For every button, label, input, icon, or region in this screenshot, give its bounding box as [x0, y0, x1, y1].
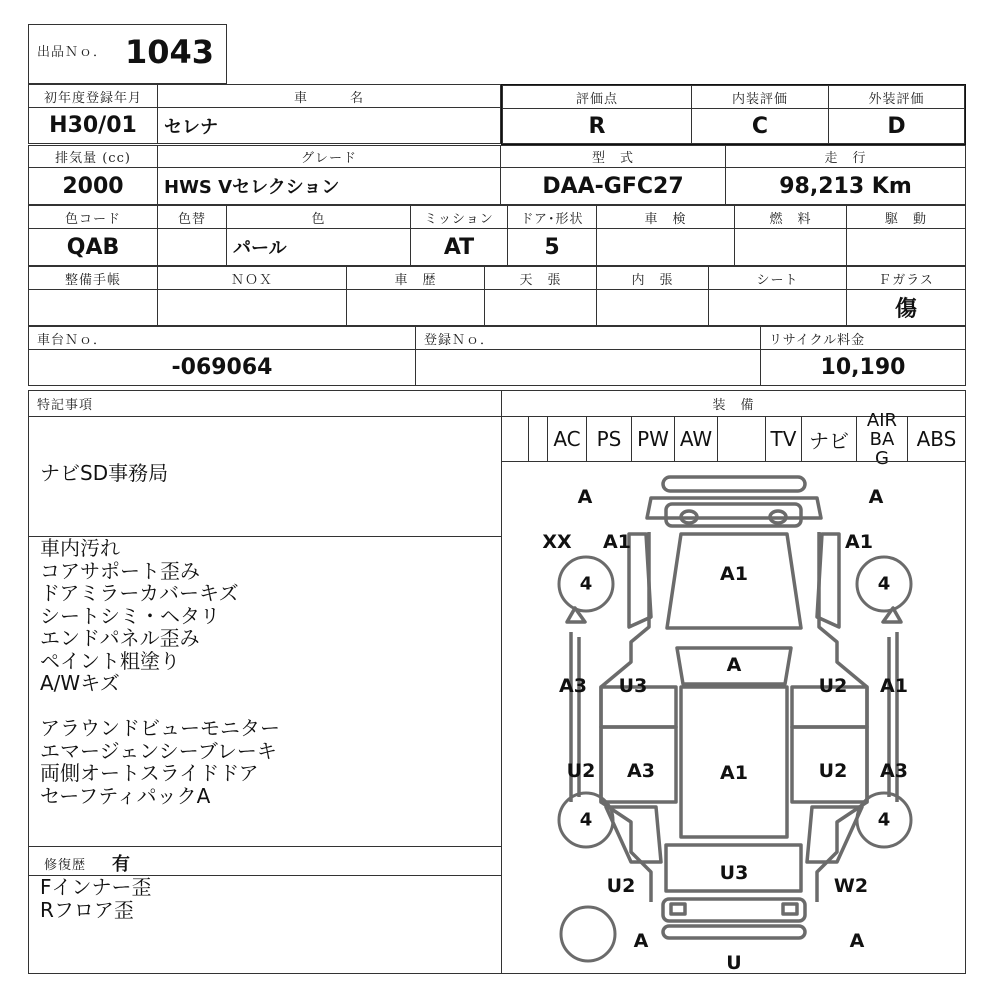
notes-block2-line: エンドパネル歪み	[40, 626, 200, 650]
reg-date-value: H30/01	[28, 107, 158, 144]
notes-block2-line: 両側オートスライドドア	[40, 761, 259, 785]
score-label: 評価点	[502, 85, 692, 109]
damage-mark-front-right-corner: A	[868, 486, 884, 508]
color-code-label: 色コード	[28, 205, 158, 229]
exterior-label: 外装評価	[828, 85, 965, 109]
roof-lining-value	[484, 289, 597, 326]
damage-mark-rear-glass: U3	[719, 862, 749, 884]
mileage-value: 98,213 Km	[725, 167, 966, 205]
equipment-ac: AC	[547, 416, 587, 462]
mileage-label: 走 行	[725, 145, 966, 168]
damage-mark-right-rear-door-inner: U2	[818, 760, 848, 782]
notes-block2-line: ペイント粗塗り	[40, 648, 180, 673]
recycle-label: リサイクル料金	[760, 326, 966, 350]
chassis-label: 車台Ｎｏ．	[28, 326, 416, 350]
equipment-navi: ナビ	[801, 416, 857, 462]
roof-lining-label: 天 張	[484, 266, 597, 290]
damage-mark-right-front-door: A1	[880, 675, 908, 697]
grade-value: HWS Vセレクション	[157, 167, 501, 205]
mission-value: AT	[410, 228, 508, 266]
damage-mark-left-rear-quarter: U2	[606, 875, 636, 897]
recycle-value: 10,190	[760, 349, 966, 386]
notes-label: 特記事項	[28, 390, 502, 417]
damage-mark-left-front-fender-xx: XX	[542, 531, 572, 553]
front-bumper-shape	[663, 477, 805, 491]
damage-mark-rear-left-corner: A	[633, 930, 649, 952]
inspection-value	[596, 228, 735, 266]
displacement-value: 2000	[28, 167, 158, 205]
damage-mark-left-rear-door: U2	[566, 760, 596, 782]
inspection-label: 車 検	[596, 205, 735, 229]
damage-mark-rear-right-corner: A	[849, 930, 865, 952]
rear-lamp-left	[671, 904, 685, 914]
damage-mark-right-front-door-inner: U2	[818, 675, 848, 697]
equipment-pw: PW	[631, 416, 675, 462]
color-value: パール	[226, 228, 411, 266]
lot-number-value: 1043	[125, 33, 215, 71]
interior-value: C	[691, 108, 829, 144]
notes-block2-line: アラウンドビューモニター	[40, 716, 280, 740]
model-label: 型 式	[500, 145, 726, 168]
damage-mark-roof: A1	[720, 762, 748, 784]
inner-lining-label: 内 張	[596, 266, 709, 290]
repair-item-line: Rフロア歪	[40, 897, 134, 922]
tyre-label-rear-right: 4	[877, 809, 891, 831]
repair-value: 有	[112, 854, 130, 875]
right-side-shape	[817, 532, 867, 902]
tyre-label-front-right: 4	[877, 573, 891, 595]
drive-label: 駆 動	[846, 205, 966, 229]
notes-block2-line: シートシミ・ヘタリ	[40, 603, 220, 628]
lot-number-label: 出品Ｎｏ．	[37, 45, 108, 60]
front-grille-shape	[647, 498, 821, 518]
equipment-label: 装 備	[501, 390, 966, 417]
model-value: DAA-GFC27	[500, 167, 726, 205]
damage-mark-right-rear-quarter: W2	[833, 875, 869, 897]
car-name-label: 車 名	[157, 84, 501, 108]
damage-mark-front-left-corner: A	[577, 486, 593, 508]
notes-block2-line: 車内汚れ	[40, 536, 120, 560]
interior-label: 内装評価	[691, 85, 829, 109]
repair-header	[28, 846, 502, 876]
front-glass-value: 傷	[846, 289, 966, 326]
nox-label: ＮＯＸ	[157, 266, 347, 290]
damage-mark-left-front-fender: A1	[603, 531, 631, 553]
exterior-value: D	[828, 108, 965, 144]
repair-label: 修復歴	[44, 858, 87, 873]
notes-block2-line: A/Wキズ	[40, 671, 120, 695]
door-label: ドア･形状	[507, 205, 597, 229]
tyre-spare	[561, 907, 615, 961]
color-change-label: 色替	[157, 205, 227, 229]
score-value: R	[502, 108, 692, 144]
damage-mark-left-front-door-inner: U3	[618, 675, 648, 697]
manual-value	[28, 289, 158, 326]
repair-items	[40, 876, 152, 921]
regno-label: 登録Ｎｏ．	[415, 326, 761, 350]
equipment-abs: ABS	[907, 416, 966, 462]
manual-label: 整備手帳	[28, 266, 158, 290]
color-label: 色	[226, 205, 411, 229]
notes-line1: ナビSD事務局	[40, 461, 169, 485]
grade-label: グレード	[157, 145, 501, 168]
drive-value	[846, 228, 966, 266]
car-diagram	[501, 462, 966, 972]
notes-block2-line: セーフティパックA	[40, 783, 211, 808]
damage-mark-windshield: A	[726, 654, 742, 676]
seat-label: シート	[708, 266, 847, 290]
damage-mark-bonnet: A1	[720, 563, 748, 585]
regno-value	[415, 349, 761, 386]
damage-mark-left-rear-door-inner: A3	[627, 760, 655, 782]
tyre-label-rear-left: 4	[579, 809, 593, 831]
notes-block2-line	[40, 695, 280, 718]
equipment-airbag	[856, 409, 908, 469]
notes-block2	[40, 537, 280, 807]
equipment-aw: AW	[674, 416, 718, 462]
repair-item-line: Fインナー歪	[40, 875, 152, 899]
equipment-blank-1	[528, 416, 548, 462]
damage-mark-left-front-door: A3	[559, 675, 587, 697]
nox-value	[157, 289, 347, 326]
equipment-blank-2	[717, 416, 766, 462]
seat-value	[708, 289, 847, 326]
history-value	[346, 289, 485, 326]
rear-bumper-shape	[663, 926, 805, 938]
damage-mark-right-rear-door: A3	[880, 760, 908, 782]
car-name-value: セレナ	[157, 107, 501, 144]
equipment-ps: PS	[586, 416, 632, 462]
notes-block2-line: ドアミラーカバーキズ	[40, 581, 239, 605]
notes-block2-line: コアサポート歪み	[40, 558, 200, 583]
lot-number-box	[28, 24, 227, 84]
left-side-shape	[601, 532, 651, 902]
front-glass-label: Ｆガラス	[846, 266, 966, 290]
chassis-value: -069064	[28, 349, 416, 386]
door-value: 5	[507, 228, 597, 266]
rear-lamp-right	[783, 904, 797, 914]
damage-mark-rear-bumper: U	[726, 952, 742, 972]
fuel-label: 燃 料	[734, 205, 847, 229]
airbag-label: AIR BAG	[866, 409, 898, 469]
damage-mark-right-front-fender: A1	[845, 531, 873, 553]
equipment-tv: TV	[765, 416, 802, 462]
color-code-value: QAB	[28, 228, 158, 266]
inner-lining-value	[596, 289, 709, 326]
displacement-label: 排気量 (cc)	[28, 145, 158, 168]
tyre-label-front-left: 4	[579, 573, 593, 595]
history-label: 車 歴	[346, 266, 485, 290]
mission-label: ミッション	[410, 205, 508, 229]
color-change-value	[157, 228, 227, 266]
notes-block2-line: エマージェンシーブレーキ	[40, 738, 277, 763]
fuel-value	[734, 228, 847, 266]
reg-date-label: 初年度登録年月	[28, 84, 158, 108]
